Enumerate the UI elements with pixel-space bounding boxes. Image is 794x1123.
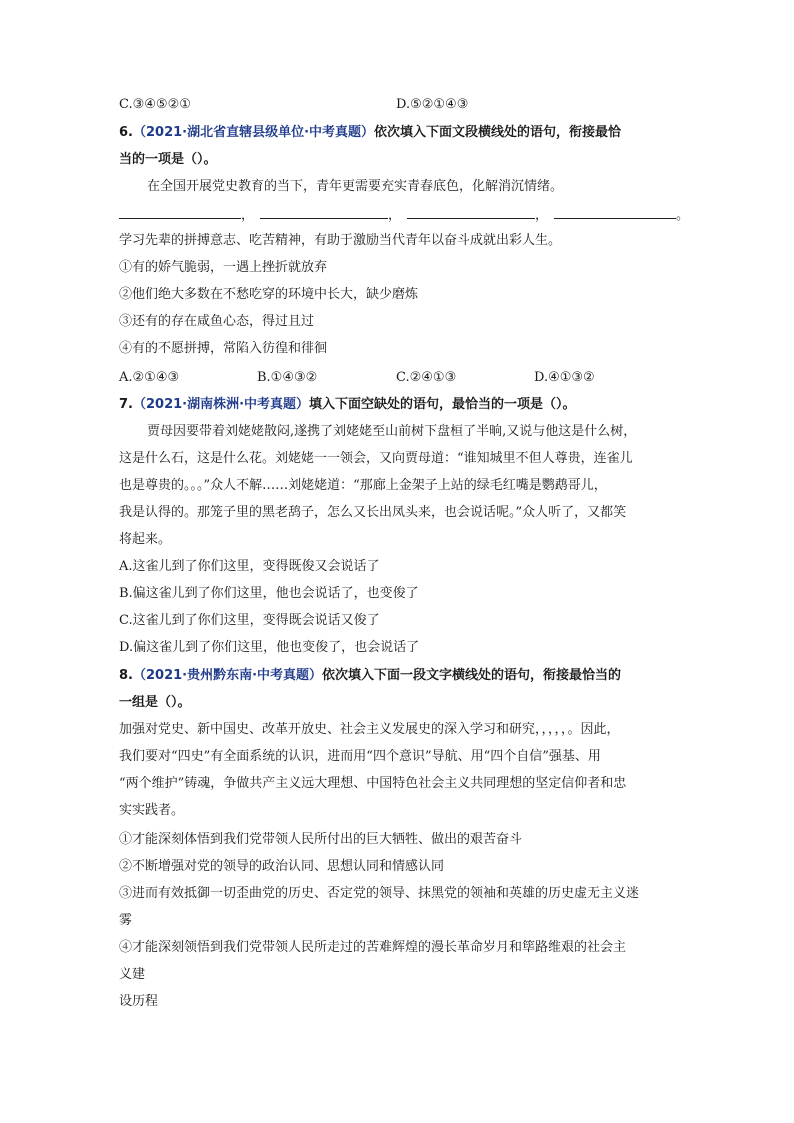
q8-item-4: ④才能深刻领悟到我们党带领人民所走过的苦难辉煌的漫长革命岁月和筚路维艰的社会主 [119,940,627,955]
q8-passage-line4: 实实践者。 [119,803,185,818]
q6-blank-2[interactable] [260,205,388,219]
q6-stem-line1 [119,124,621,142]
q7-passage-line4: 我是认得的。那笼子里的黑老鸹子，怎么又长出凤头来，也会说话呢。”众人听了，又都笑 [119,505,627,520]
q8-stem-line2: 一组是（）。 [119,695,191,710]
q6-item-2: ②他们绝大多数在不愁吃穿的环境中长大，缺少磨炼 [119,287,419,302]
q7-option-b: B.偏这雀儿到了你们这里，他也会说话了，也变俊了 [119,586,419,601]
q5-option-d: D.⑤②①④③ [396,97,469,112]
q7-source: （2021·湖南株洲·中考真题） [132,397,310,412]
q8-item-3: ③进而有效抵御一切歪曲党的历史、否定党的领导、抹黑党的领袖和英雄的历史虚无主义迷 [119,886,640,901]
q8-passage-line2: 我们要对“四史”有全面系统的认识，进而用“四个意识”导航、用“四个自信”强基、用 [119,749,601,764]
q6-item-1: ①有的娇气脆弱，一遇上挫折就放弃 [119,260,328,275]
q8-source: （2021·贵州黔东南·中考真题） [132,668,323,683]
q7-option-d: D.偏这雀儿到了你们这里，他也变俊了，也会说话了 [119,640,420,655]
q6-option-b: B.①④③② [257,370,318,385]
q6-source: （2021·湖北省直辖县级单位·中考真题） [132,125,375,140]
q5-option-c: C.③④⑤②① [119,97,191,112]
q6-option-c: C.②④①③ [396,370,457,385]
q8-item-4-cont: 义建 [119,967,146,982]
q6-option-a: A.②①④③ [119,370,180,385]
q8-item-4-cont2: 设历程 [119,994,159,1009]
q6-number: 6. [119,125,133,140]
q6-option-d: D.④①③② [534,370,595,385]
q6-item-3: ③还有的存在咸鱼心态，得过且过 [119,314,315,329]
q6-item-4: ④有的不愿拼搏，常陷入彷徨和徘徊 [119,341,328,356]
q6-stem: 依次填入下面文段横线处的语句，衔接最恰 [374,125,622,140]
q8-item-2: ②不断增强对党的领导的政治认同、思想认同和情感认同 [119,859,445,874]
q7-option-a: A.这雀儿到了你们这里，变得既俊又会说话了 [119,559,380,574]
q6-blank-3[interactable] [407,205,535,219]
q8-item-3-cont: 雾 [119,913,133,928]
q6-stem-line2: 当的一项是（）。 [119,152,217,167]
q7-passage-line1: 贾母因要带着刘姥姥散闷,遂携了刘姥姥至山前树下盘桓了半晌,又说与他这是什么树， [147,424,637,439]
q8-passage-line1: 加强对党史、新中国史、改革开放史、社会主义发展史的深入学习和研究，，，，，。因此， [119,722,620,737]
q7-passage-line5: 将起来。 [119,532,172,547]
q6-paragraph-1: 在全国开展党史教育的当下，青年更需要充实青春底色，化解消沉情绪。 [147,179,564,194]
q7-option-c: C.这雀儿到了你们这里，变得既会说话又俊了 [119,613,380,628]
q7-number: 7. [119,397,133,412]
q8-stem-line1 [119,667,621,685]
q8-item-1: ①才能深刻体悟到我们党带领人民所付出的巨大牺牲、做出的艰苦奋斗 [119,832,523,847]
q7-passage-line2: 这是什么石，这是什么花。刘姥姥一一领会，又向贾母道：“谁知城里不但人尊贵，连雀儿 [119,451,633,466]
q8-passage-line3: “两个维护”铸魂，争做共产主义远大理想、中国特色社会主义共同理想的坚定信仰者和忠 [119,776,627,791]
q7-passage-line3: 也是尊贵的。。。”众人不解……刘姥姥道：“那廊上金架子上站的绿毛红嘴是鹦鹉哥儿， [119,478,607,493]
q6-blank-1[interactable] [119,205,241,219]
q8-number: 8. [119,668,133,683]
q6-blank-4[interactable] [554,205,676,219]
q8-stem: 依次填入下面一段文字横线处的语句，衔接最恰当的 [322,668,622,683]
q7-stem-line [119,396,576,414]
q6-blanks-line: ， ， ， 。 [119,205,689,225]
q7-stem: 填入下面空缺处的语句，最恰当的一项是（）。 [309,397,576,412]
q6-paragraph-2: 学习先辈的拼搏意志、吃苦精神，有助于激励当代青年以奋斗成就出彩人生。 [119,233,562,248]
